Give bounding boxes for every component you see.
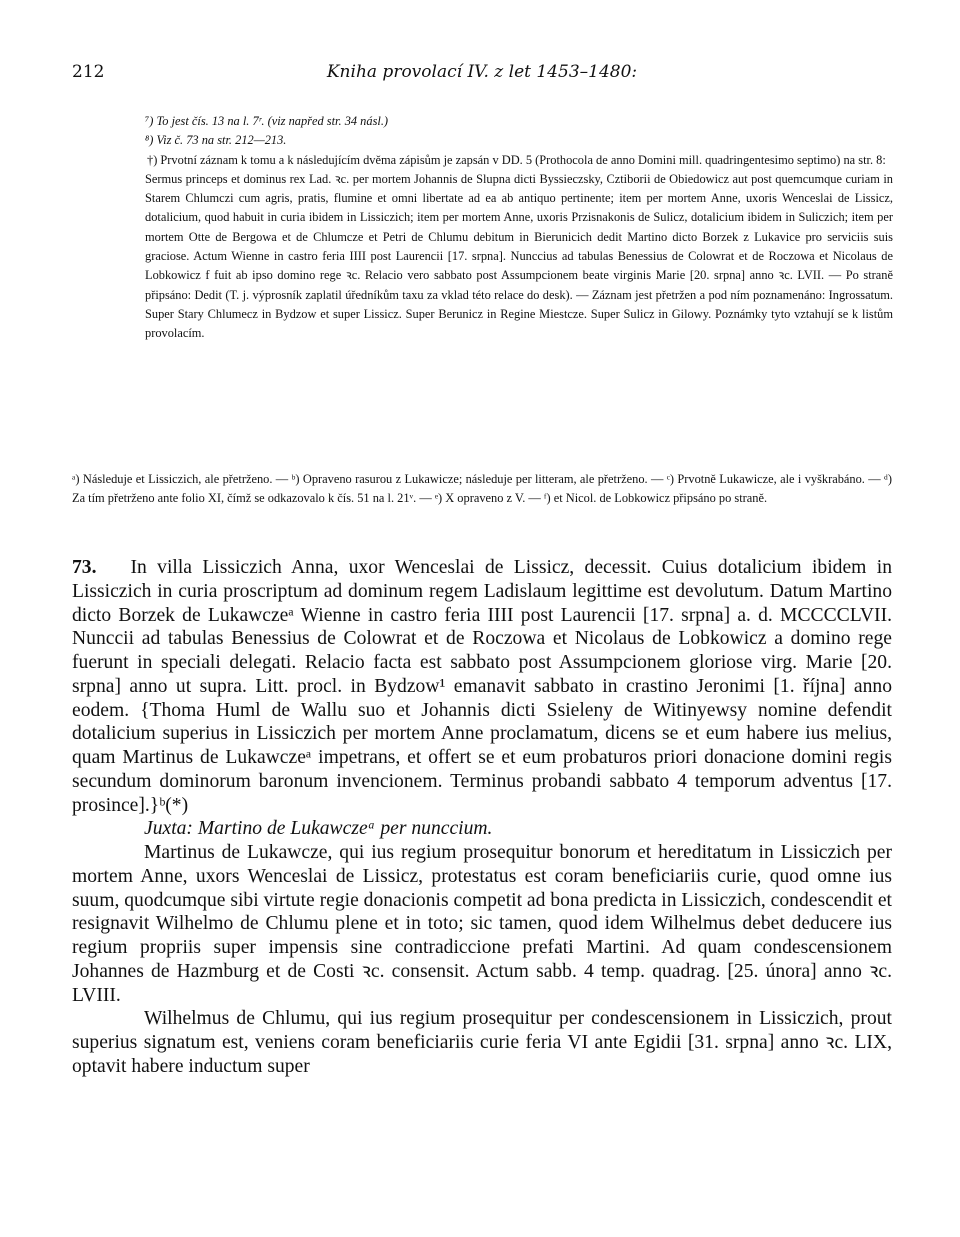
footnote-7: ⁷) To jest čís. 13 na l. 7ʳ. (viz napřed str. 34 násl.) [145, 114, 389, 128]
running-title: Kniha provolací IV. z let 1453–1480: [326, 62, 638, 82]
footnotes-block [145, 112, 893, 344]
footnote-8: ⁸) Viz č. 73 na str. 212—213. [145, 133, 287, 148]
entry-paragraph-1 [72, 556, 892, 817]
critical-apparatus [72, 470, 892, 509]
apparatus-text: ᵃ) Následuje et Lissiczich, ale přetrženo. — ᵇ) Opraveno rasurou z Lukawicze; následuje per litteram, ale přetrženo. — ᶜ) Prvotně Lukawicze, ale i vyškrabáno. — ᵈ) Za tím přetrženo ante folio XI, čímž se odkazovalo k čís. 51 na l. 21ᵛ. — ᵉ) X opraveno z V. — ᶠ) et Nicol. de Lobkowicz připsáno po straně. [72, 472, 892, 506]
page-header [72, 62, 892, 88]
page-number: 212 [72, 62, 105, 82]
footnote-dagger-intro: †) Prvotní záznam k tomu a k následujícím dvěma zápisům je zapsán v DD. 5 (Prothocola de anno Domini mill. quadringentesimo septimo) na str. 8: [147, 152, 886, 167]
entry-paragraph-2: Juxta: Martino de Lukawczeᵃ per nunccium. [144, 818, 493, 840]
entry-text-1: In villa Lissiczich Anna, uxor Wenceslai de Lissicz, decessit. Cuius dotalicium ibidem in Lissiczich in curia proscriptum ad dominum regem Ladislaum legittime est devolutum. Datum Martino dicto Borzek de Lukawczeᵃ Wienne in castro feria IIII post Laurencii [17. srpna] a. d. MCCCCLVII. Nunccii ad tabulas Benessius de Colowrat et de Roczowa et Nicolaus de Lobkowicz a domino rege fuerunt in speciali delegati. Relacio facta est sabbato post Assumpcionem gloriose virg. Marie [20. srpna] anno ut supra. Litt. procl. in Bydzow¹ emanavit sabbato in crastino Jeronimi [1. října] anno eodem. {Thoma Huml de Wallu suo et Johannis dicti Ssieleny de Witinyewsy nomine defendit dotalicium superius in Lissiczich per mortem Anne proclamatum, dicens se et eum habere ius melius, quam Martinus de Lukawczeᵃ impetrans, et offert se et eum probaturos priori donacione domini regis secundum dominorum baronum invencionem. Terminus probandi sabbato 4 temporum adventus [17. prosince].}ᵇ(*) [72, 557, 892, 816]
entry-paragraph-4: Wilhelmus de Chlumu, qui ius regium prosequitur per condescensionem in Lissiczich, prout superius signatum est, veniens coram beneficiariis curie feria VI ante Egidii [31. srpna] anno ꝛc. LIX, optavit habere inductum super [72, 1008, 892, 1077]
entry-number: 73. [72, 557, 97, 578]
entry-paragraph-3: Martinus de Lukawcze, qui ius regium prosequitur bonorum et hereditatum in Lissiczich per mortem Anne, uxors Wenceslai de Lissicz, protestatus est coram beneficiariis curie, quod omne ius suum, quodcumque sibi virtute regie donacionis competit ad bona predicta in Lissiczich, condescendit et resignavit Wilhelmo de Chlumu plene et in toto; sic tamen, quod idem Wilhelmus debet deducere ius regium propriis super impensis sine contradiccione prefati Martini. Ad quam condescensionem Johannes de Hazmburg et de Costi ꝛc. consensit. Actum sabb. 4 temp. quadrag. [25. února] anno ꝛc. LVIII. [72, 842, 892, 1006]
footnote-dagger-body: Sermus princeps et dominus rex Lad. ꝛc. per mortem Johannis de Slupna dicti Byssieczsky, Cztiborii de Obiedowicz aut post quemcumque curiam in Starem Chlumczi cum agris, pratis, flumine et omni libertate ad ea ab antiquo pertinente; item per mortem Anne, uxoris Wenceslai de Lissicz, dotalicium, quod habuit in curia ibidem in Lissiczich; item per mortem Anne, uxoris Przisnakonis de Sulicz, dotalicium ibidem in Suliczich; item per mortem Otte de Bergowa et de Chlumcze et Petri de Chlumu debitum in Bierunicich dedit Martino dicto Borzek z Lukavice pro serviciis suis graciose. Actum Wienne in castro feria IIII post Laurencii [17. srpna]. Nunccius ad tabulas Benessius de Colowrat et de Roczowa et Nicolaus de Lobkowicz f fuit ab ipso domino rege ꝛc. Relacio vero sabbato post Assumpcionem beate virginis Marie [20. srpna] anno ꝛc. LVII. — Po straně připsáno: Dedit (T. j. výprosník zaplatil úředníkům taxu za vklad této relace do desk). — Záznam jest přetržen a pod ním poznamenáno: Ingrossatum. Super Stary Chlumecz in Bydzow et super Lissicz. Super Berunicz in Regine Miestcze. Super Sulicz in Gilowy. Poznámky tyto vztahují se k listům provolacím. [145, 171, 893, 341]
main-text [72, 556, 892, 1079]
